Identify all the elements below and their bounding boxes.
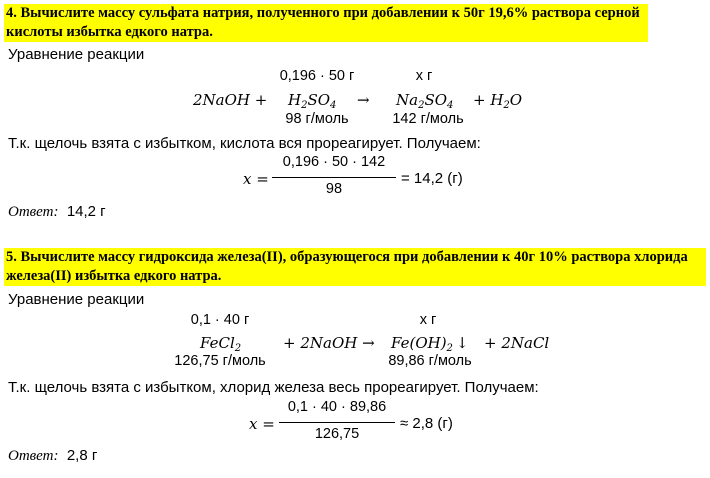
task5-numerator: 0,1 · 40 · 89,86 (287, 399, 387, 415)
task4-above-reagent: 0,196 · 50 г (279, 68, 355, 84)
task4-eq-coef: 2NaOH + (193, 91, 268, 109)
task4-answer-value: 14,2 г (66, 203, 106, 220)
task5-below-product: 89,86 г/моль (388, 353, 472, 369)
task4-fraction-bar (272, 177, 396, 178)
task5-tail: + 2NaCl (484, 334, 550, 352)
task4-heading: 4. Вычислите массу сульфата натрия, полученного при добавлении к 50г 19,6% раствора серной кислоты избытка едкого натра. (4, 4, 648, 42)
task5-heading: 5. Вычислите массу гидроксида железа(II), образующегося при добавлении к 40г 10% раствора хлорида железа(II) избытка едкого натра. (4, 248, 706, 286)
task5-equation-label: Уравнение реакции (8, 291, 145, 308)
task4-below-product: 142 г/моль (392, 111, 464, 127)
task5-fraction (279, 397, 395, 443)
task4-numerator: 0,196 · 50 · 142 (282, 154, 386, 170)
task5-denominator: 126,75 (314, 426, 360, 442)
task5-fraction-bar (279, 422, 395, 423)
task4-below-reagent: 98 г/моль (285, 111, 349, 127)
task4-calc-rhs: = 14,2 (г) (401, 170, 463, 187)
task5-explanation: Т.к. щелочь взята с избытком, хлорид железа весь прореагирует. Получаем: (8, 379, 539, 396)
task4-answer-label: Ответ: (8, 204, 59, 220)
task5-calc-rhs: ≈ 2,8 (г) (400, 415, 453, 432)
task5-answer-label: Ответ: (8, 448, 59, 464)
task5-above-product: x г (419, 312, 437, 328)
task5-answer (8, 447, 97, 465)
precipitate-arrow-icon: ↓ (455, 334, 469, 352)
task4-explanation: Т.к. щелочь взята с избытком, кислота вся прореагирует. Получаем: (8, 135, 481, 152)
task4-reagent-formula: $H_2SO_4$ (288, 91, 337, 111)
task4-denominator: 98 (325, 181, 343, 197)
task5-below-reagent: 126,75 г/моль (174, 353, 266, 369)
task5-above-reagent: 0,1 · 40 г (190, 312, 250, 328)
task5-product-formula: $Fe(OH)_2$ ↓ (391, 334, 469, 354)
task5-answer-value: 2,8 г (66, 447, 98, 464)
task4-calc-lhs: x = (243, 170, 269, 188)
task5-eq-mid: + 2NaOH → (283, 334, 375, 352)
task4-answer (8, 203, 106, 221)
task5-calc-lhs: x = (249, 415, 275, 433)
task4-tail: + $H_2O$ (473, 91, 523, 111)
task4-product-formula: $Na_2SO_4$ (396, 91, 454, 111)
task4-arrow: → (357, 91, 370, 109)
task4-equation-label: Уравнение реакции (8, 46, 145, 63)
task4-fraction (272, 152, 396, 198)
task4-above-product: x г (415, 68, 433, 84)
task5-reagent-formula: FeCl$_2$ (200, 334, 242, 354)
